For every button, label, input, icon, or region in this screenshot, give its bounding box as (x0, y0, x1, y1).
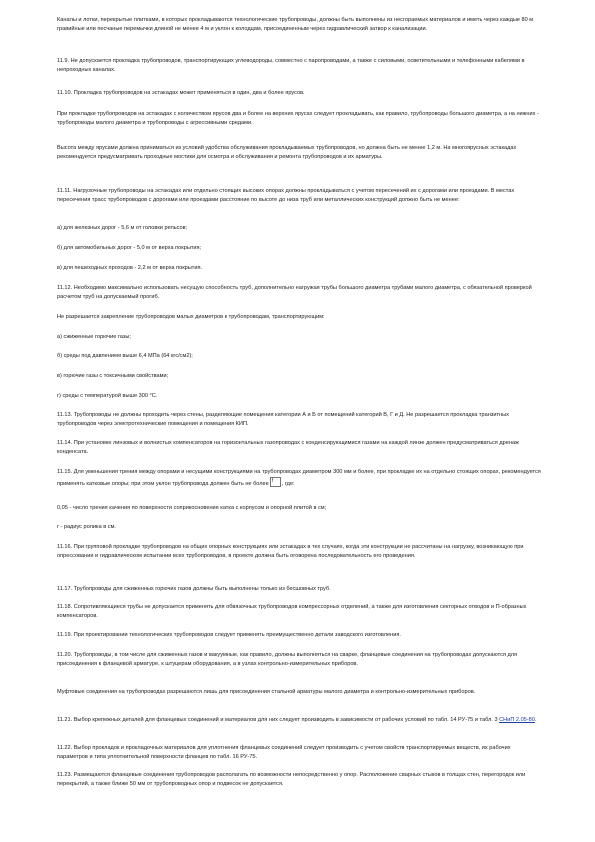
paragraph: При прокладке трубопроводов на эстакадах с количеством ярусов два и более на верхних ярусах следует прокладывать, как правило, трубопроводы большого диаметра, а на нижних - трубопроводы малого диаметра и трубопроводы с агрессивными средами. (57, 111, 539, 127)
paragraph: б) среды под давлением выше 6,4 МПа (64 кгс/см2); (57, 353, 193, 359)
paragraph-with-link (57, 716, 541, 725)
formula-symbol: f (271, 478, 274, 485)
paragraph-text: . (534, 717, 537, 723)
paragraph: 11.22. Выбор прокладок и прокладочных материалов для уплотнения фланцевых соединений следует производить с учетом свойств транспортируемых веществ, их рабочих параметров и типа уплотнительной поверхности фланцев по табл. 16 РУ-75. (57, 745, 511, 761)
paragraph: Не разрешается закрепление трубопроводов малых диаметров к трубопроводам, транспортирующим: (57, 314, 325, 320)
paragraph: 11.18. Сопротивляющиеся трубы не допускается применять для обвязочных трубопроводов компрессорных отделений, а также для изготовления секторных отводов и П-образных компенсаторов. (57, 604, 527, 620)
paragraph-text: , где: (281, 481, 295, 488)
paragraph: 11.16. При групповой прокладке трубопроводов на общих опорных конструкциях или эстакадах в тех случаях, когда эти конструкции не рассчитаны на нагрузку, возникающую при опрессовании и гидравлическом испытании всех трубопроводов, в проекте должна быть оговорена последовательность его проведения. (57, 544, 524, 560)
formula-image (270, 477, 281, 487)
paragraph: Каналы и лотки, перекрытые плитками, в которых прокладываются технологические трубопроводы, должны быть выполнены из несгораемых материалов и иметь через каждые 80 м гравийные или песчаные перемычки длиной не менее 4 м и уклон к колодцам, присоединенным через гидравлический затвор к канализации. (57, 17, 534, 33)
paragraph: в) горючие газы с токсичными свойствами; (57, 373, 169, 379)
paragraph: 11.10. Прокладка трубопроводов на эстакадах может применяться в один, два и более ярусов. (57, 90, 305, 96)
paragraph: 11.17. Трубопроводы для сжиженных горючих газов должны быть выполнены только из бесшовных труб. (57, 586, 331, 592)
paragraph-text: 11.15. Для уменьшения трения между опорами и несущими конструкциями на трубопроводах диаметром 300 мм и более, при прокладке их на отдельно стоящих опорах, рекомендуется применять катковые опоры; при этом уклон трубопровода должен быть не более (57, 469, 541, 488)
paragraph: а) сжиженные горючие газы; (57, 334, 131, 340)
paragraph-text: 11.21. Выбор крепежных деталей для фланцевых соединений и материалов для них следует производить в зависимости от рабочих условий по табл. 14 РУ-75 и табл. 3 (57, 717, 500, 723)
paragraph: г) среды с температурой выше 300 °С. (57, 393, 158, 399)
paragraph: r - радиус ролика в см. (57, 524, 116, 530)
paragraph: а) для железных дорог - 5,6 м от головки рельсов; (57, 225, 188, 231)
paragraph: 11.20. Трубопроводы, в том числе для сжиженных газов и вакуумные, как правило, должны выполняться на сварке, фланцевые соединения на трубопроводах допускаются для присоединения к фланцевой арматуре, к штуцерам оборудования, а в узлах контрольно-измерительных приборов. (57, 652, 518, 668)
paragraph: 11.12. Необходимо максимально использовать несущую способность труб, дополнительно нагружая трубы большого диаметра трубами малого диаметра, с обязательной проверкой расчетом труб на допускаемый прогиб. (57, 285, 532, 301)
paragraph: 11.13. Трубопроводы не должны проходить через стены, разделяющие помещения категории А и Б от помещений категорий В, Г и Д. Не разрешается прокладка транзитных трубопроводов через электротехнические помещения и помещения КИП. (57, 412, 509, 428)
paragraph: 11.19. При проектировании технологических трубопроводов следует применять преимущественно детали заводского изготовления. (57, 632, 401, 638)
paragraph: в) для пешеходных проходов - 2,2 м от верха покрытия. (57, 265, 203, 271)
paragraph-with-formula (57, 468, 541, 489)
paragraph: 11.23. Размещаются фланцевые соединения трубопроводов располагать по возможности непосредственно у опор. Расположение сварных стыков в толщах стен, перегородок или перекрытий, а также ближе 50 мм от трубопроводных опор и подвесок не допускается. (57, 772, 526, 788)
paragraph: б) для автомобильных дорог - 5,0 м от верха покрытия; (57, 245, 202, 251)
paragraph: Высота между ярусами должна приниматься из условий удобства обслуживания прокладываемых трубопроводов, но должна быть не менее 1,2 м. На многоярусных эстакадах рекомендуется предусматривать проходные мостики для осмотра и обслуживания и ремонта трубопроводов и их арматуры. (57, 145, 517, 161)
standard-reference-link[interactable]: СНиП 2.05-80 (499, 717, 535, 723)
paragraph: 11.14. При установке линзовых и волнистых компенсаторов на горизонтальных газопроводах с конденсирующимися газами на каждой линзе должен предусматриваться дренаж конденсата. (57, 440, 519, 456)
paragraph: 11.9. Не допускается прокладка трубопроводов, транспортирующих углеводороды, совместно с паропроводами, а также с силовыми, осветительными и телефонными кабелями в непроходных каналах. (57, 58, 525, 74)
paragraph: Муфтовые соединения на трубопроводах разрешаются лишь для присоединения стальной арматуры малого диаметра и контрольно-измерительных приборов. (57, 689, 476, 695)
paragraph: 11.11. Нагрузочные трубопроводы на эстакадах или отдельно стоящих высоких опорах должны прокладываться с учетом пересечений их с дорогами или проездами. В местах пересечения трасс трубопроводов с дорогами или проездами расстояние по высоте до низа труб или металлических конструкций должно быть не менее: (57, 188, 515, 204)
paragraph: 0,05 - число трения качения по поверхности соприкосновения катка с корпусом и опорной плитой в см; (57, 505, 327, 511)
